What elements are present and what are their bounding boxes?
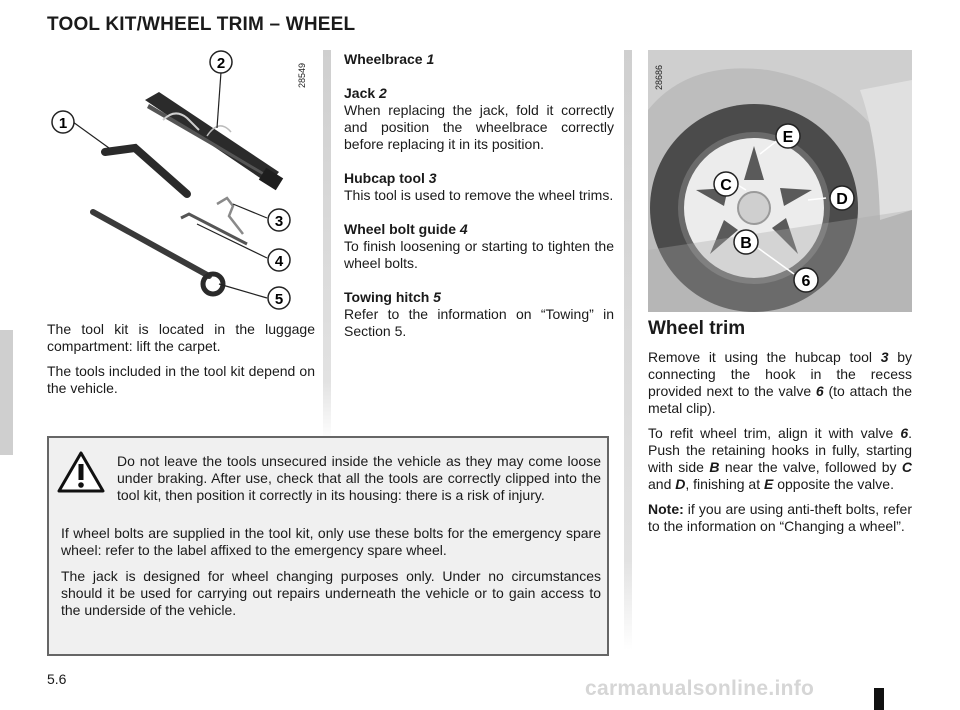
wheel-bolt-guide-shape xyxy=(181,214,247,244)
callout-4 xyxy=(268,249,290,271)
warning-triangle-icon xyxy=(57,450,105,494)
callout-e xyxy=(776,124,800,148)
warning-text-2: If wheel bolts are supplied in the tool kit, only use these bolts for the emergency spare wheel: refer to the label affixed to the emergency spare wheel. xyxy=(61,525,601,558)
svg-text:6: 6 xyxy=(801,273,811,290)
callout-6 xyxy=(794,268,818,292)
towing-hitch-shape xyxy=(93,212,209,276)
svg-text:B: B xyxy=(740,235,752,252)
figure-ref-tools: 28549 xyxy=(297,62,307,88)
wheel-trim-note: Note: if you are using anti-theft bolts, refer to the information on “Changing a wheel”. xyxy=(648,501,912,534)
svg-text:C: C xyxy=(720,177,732,194)
callout-5 xyxy=(268,287,290,309)
column-divider-left xyxy=(323,50,331,440)
wheel-trim-section xyxy=(648,320,912,535)
kit-location-text: The tool kit is located in the luggage compartment: lift the carpet. xyxy=(47,321,315,354)
wheel-trim-heading: Wheel trim xyxy=(648,318,746,339)
watermark-text: carmanualsonline.info xyxy=(585,677,815,700)
page-number: 5.6 xyxy=(47,671,67,687)
callout-b xyxy=(734,230,758,254)
tool-item: Wheelbrace 1 xyxy=(344,51,435,67)
tool-item: Towing hitch 5 Refer to the information on “Towing” in Section 5. xyxy=(344,289,614,339)
kit-contents-text: The tools included in the tool kit depend on the vehicle. xyxy=(47,363,315,396)
svg-text:2: 2 xyxy=(216,55,226,72)
callout-1 xyxy=(52,111,74,133)
wheel-trim-refit-text: To refit wheel trim, align it with valve 6. Push the retaining hooks in fully, starting with side B near the valve, followed by C and D, finishing at E opposite the valve. xyxy=(648,425,913,492)
figure-ref-wheel: 28686 xyxy=(654,64,664,90)
page-title: TOOL KIT/WHEEL TRIM – WHEEL xyxy=(47,14,356,35)
wheelbrace-shape xyxy=(105,148,187,194)
tool-item: Wheel bolt guide 4 To finish loosening or starting to tighten the wheel bolts. xyxy=(344,221,614,271)
svg-text:5: 5 xyxy=(274,291,284,308)
warning-text-3: The jack is designed for wheel changing purposes only. Under no circumstances should it be used for carrying out repairs underneath the vehicle or to gain access to the underside of the vehicle. xyxy=(61,568,601,618)
callout-3 xyxy=(268,209,290,231)
hubcap-tool-shape xyxy=(217,198,243,234)
tool-item: Jack 2 When replacing the jack, fold it correctly and position the wheelbrace correctly before replacing it in its position. xyxy=(344,85,614,152)
svg-text:3: 3 xyxy=(274,213,284,230)
tool-kit-illustration xyxy=(47,48,317,310)
callout-c xyxy=(714,172,738,196)
wheel-trim-remove-text: Remove it using the hubcap tool 3 by connecting the hook in the recess provided next to the valve 6 (to attach the metal clip). xyxy=(648,349,912,416)
callout-2 xyxy=(210,51,232,73)
warning-text-1: Do not leave the tools unsecured inside the vehicle as they may come loose under braking. After use, check that all the tools are correctly clipped into the tool kit, then position it correctly in its housing: there is a risk of injury. xyxy=(117,453,601,503)
corner-mark xyxy=(874,688,884,710)
svg-text:1: 1 xyxy=(58,115,68,132)
callout-d xyxy=(830,186,854,210)
tool-item: Hubcap tool 3 This tool is used to remove the wheel trims. xyxy=(344,170,614,203)
left-column-text xyxy=(47,321,315,397)
wheel-trim-photo xyxy=(648,50,912,312)
warning-box xyxy=(47,436,609,656)
column-divider-right xyxy=(624,50,632,650)
svg-text:4: 4 xyxy=(274,253,284,270)
svg-text:E: E xyxy=(782,129,794,146)
tools-list xyxy=(344,51,614,357)
svg-text:D: D xyxy=(836,191,848,208)
section-tab xyxy=(0,330,13,455)
